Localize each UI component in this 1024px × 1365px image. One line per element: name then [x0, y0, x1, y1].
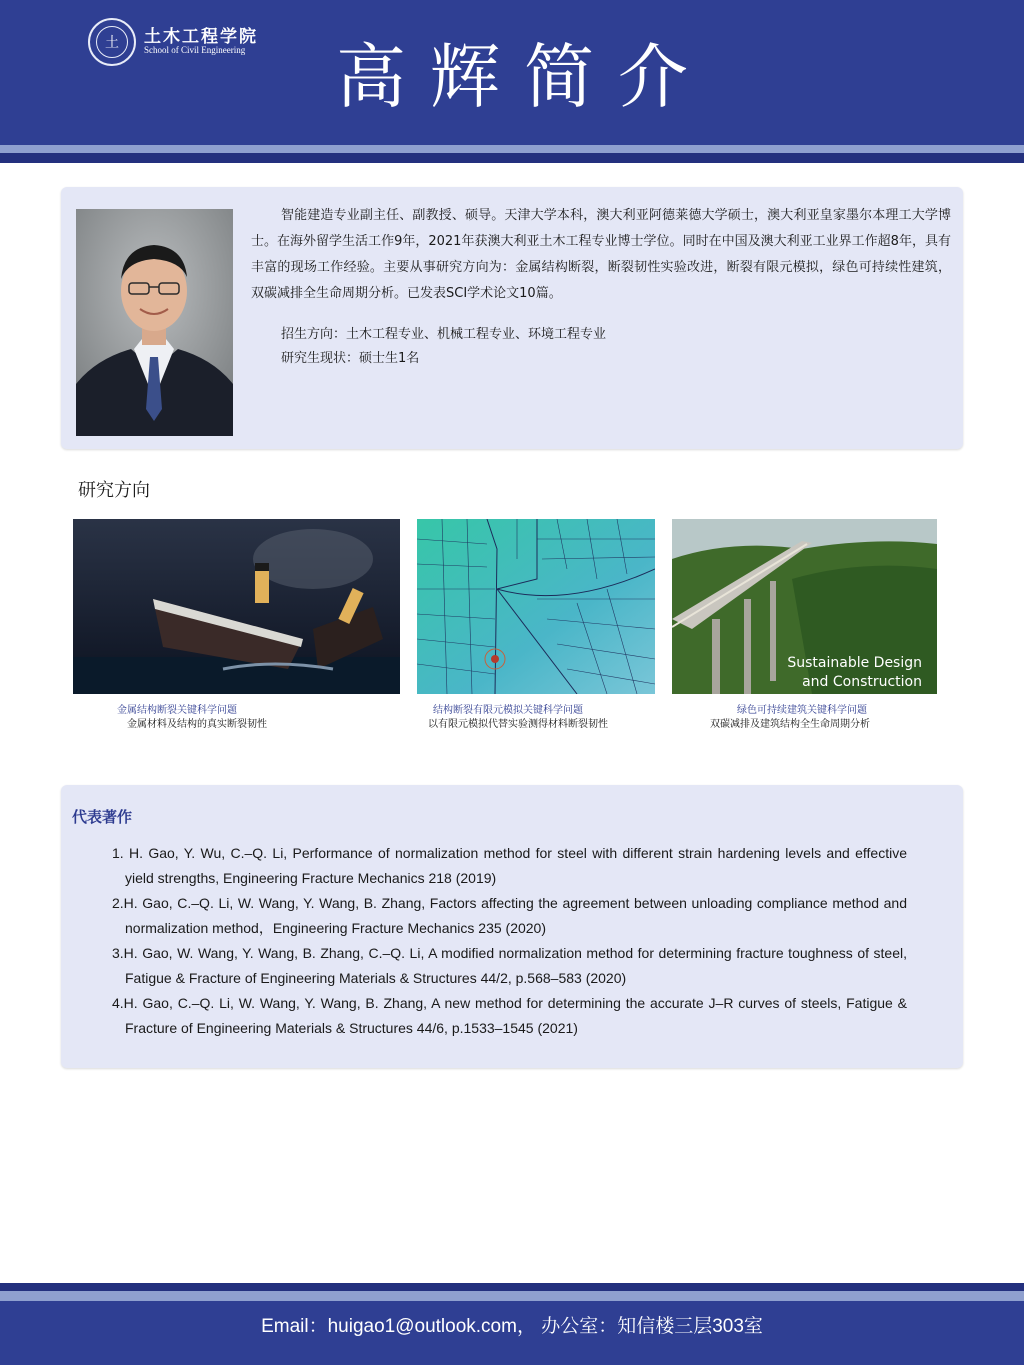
caption-title-3: 绿色可持续建筑关键科学问题: [737, 705, 867, 716]
bridge-overlay-line2: and Construction: [802, 674, 922, 690]
publication-list: [112, 841, 907, 1041]
publication-item: 3.H. Gao, W. Wang, Y. Wang, B. Zhang, C.–Q. Li, A modified normalization method for determining fracture toughness of steel, Fatigue & Fracture of Engineering Materials & Structures 44/2, p.568–583 (2020): [112, 945, 907, 986]
bridge-overlay-line1: Sustainable Design: [787, 655, 922, 671]
caption-title-2: 结构断裂有限元模拟关键科学问题: [433, 705, 583, 716]
logo-glyph: 土: [96, 26, 128, 58]
caption-sub-3: 双碳减排及建筑结构全生命周期分析: [710, 719, 870, 730]
header-stripe-light: [0, 145, 1024, 153]
school-name-en: School of Civil Engineering: [144, 45, 246, 55]
caption-sub-1: 金属材料及结构的真实断裂韧性: [127, 719, 267, 730]
page-title: 高辉简介: [336, 36, 712, 118]
school-name-cn: 土木工程学院: [144, 27, 258, 47]
caption-sub-2: 以有限元模拟代替实验测得材料断裂韧性: [428, 719, 608, 730]
research-image-bridge: [672, 519, 937, 694]
recruit-direction: 招生方向：土木工程专业、机械工程专业、环境工程专业: [281, 327, 607, 342]
research-section-title: 研究方向: [78, 480, 150, 501]
school-logo-icon: [88, 18, 136, 66]
contact-info: Email：huigao1@outlook.com， 办公室：知信楼三层303室: [261, 1316, 763, 1337]
publication-item: 1. H. Gao, Y. Wu, C.–Q. Li, Performance of normalization method for steel with different strain hardening levels and effective yield strengths, Engineering Fracture Mechanics 218 (2019): [112, 845, 907, 886]
caption-title-1: 金属结构断裂关键科学问题: [117, 705, 237, 716]
footer-stripe-light: [0, 1291, 1024, 1301]
research-image-fem-mesh: [417, 519, 655, 694]
publication-item: 2.H. Gao, C.–Q. Li, W. Wang, Y. Wang, B. Zhang, Factors affecting the agreement between unloading compliance method and normalization method，Engineering Fracture Mechanics 235 (2020): [112, 895, 907, 936]
publication-item: 4.H. Gao, C.–Q. Li, W. Wang, Y. Wang, B. Zhang, A new method for determining the accurate J–R curves of steels, Fatigue & Fracture of Engineering Materials & Structures 44/6, p.1533–1545 (2021): [112, 995, 907, 1036]
header-stripe-dark: [0, 153, 1024, 163]
portrait-photo: [76, 209, 233, 436]
student-status: 研究生现状：硕士生1名: [281, 351, 420, 366]
footer-stripe-dark: [0, 1283, 1024, 1291]
bio-paragraph: 智能建造专业副主任、副教授、硕导。天津大学本科，澳大利亚阿德莱德大学硕士，澳大利亚皇家墨尔本理工大学博士。在海外留学生活工作9年，2021年获澳大利亚土木工程专业博士学位。同时在中国及澳大利亚工业界工作超8年，具有丰富的现场工作经验。主要从事研究方向为：金属结构断裂，断裂韧性实验改进，断裂有限元模拟，绿色可持续性建筑，双碳减排全生命周期分析。已发表SCI学术论文10篇。: [251, 208, 951, 301]
research-image-ship: [73, 519, 400, 694]
publications-title: 代表著作: [72, 808, 133, 826]
